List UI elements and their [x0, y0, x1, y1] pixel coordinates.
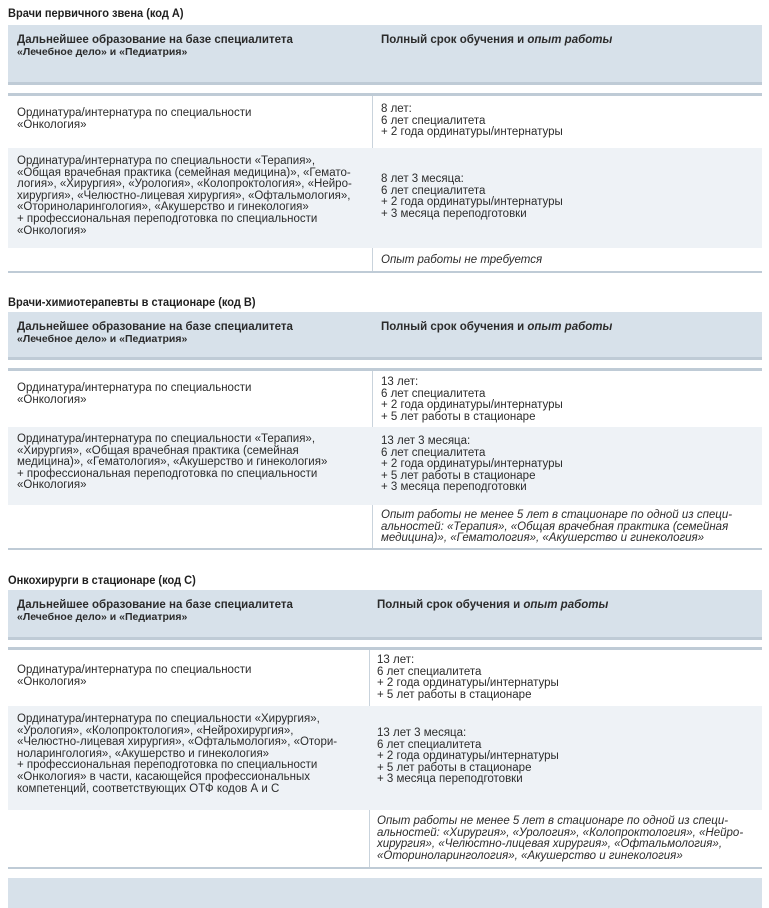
header-left-label: Дальнейшее образование на базе специалитета «Лечебное дело» и «Педиатрия» — [17, 321, 293, 345]
header-right-label: Полный срок обучения и опыт работы — [377, 599, 609, 611]
table-row — [8, 810, 762, 870]
table-row — [8, 706, 762, 810]
row-right-note: Опыт работы не менее 5 лет в стационаре по одной из специ- альностей: «Терапия», «Общая врачебная практика (семейная медицина)», «Гематология», «Акушерство и гинекология» — [381, 509, 733, 545]
row-left-text: Ординатура/интернатура по специальности «Онкология» — [17, 107, 252, 131]
header-left-label: Дальнейшее образование на базе специалитета «Лечебное дело» и «Педиатрия» — [17, 599, 293, 623]
section-title-a: Врачи первичного звена (код А) — [8, 6, 184, 20]
section-a-table — [8, 93, 762, 273]
header-right-label: Полный срок обучения и опыт работы — [381, 321, 613, 333]
row-left-text: Ординатура/интернатура по специальности «Терапия», «Общая врачебная практика (семейная медицина)», «Гемато- логия», «Хирургия», «Урология», «Колопроктология», «Нейро- хирургия», «Челюстно-лицевая хирургия», «Офтальмология», «Оториноларингология», «Акушерство и гинекология» + профессиональная переподготовка по специальности «Онкология» — [17, 155, 352, 237]
row-right-text: 13 лет 3 месяца: 6 лет специалитета + 2 года ординатуры/интернатуры + 5 лет работы в стационаре + 3 месяца переподготовки — [381, 435, 563, 494]
section-b-header — [8, 312, 762, 360]
table-row — [8, 505, 762, 551]
row-left-text: Ординатура/интернатура по специальности «Терапия», «Хирургия», «Общая врачебная практика (семейная медицина)», «Гематология», «Акушерство и гинекология» + профессиональная переподготовка по специальности «Онкология» — [17, 433, 328, 492]
table-row — [8, 427, 762, 505]
section-title-c: Онкохирурги в стационаре (код С) — [8, 573, 196, 587]
row-right-text: 8 лет: 6 лет специалитета + 2 года ординатуры/интернатуры — [381, 103, 563, 139]
table-row — [8, 148, 762, 248]
section-c-table — [8, 647, 762, 869]
row-right-text: 13 лет 3 месяца: 6 лет специалитета + 2 года ординатуры/интернатуры + 5 лет работы в стационаре + 3 месяца переподготовки — [377, 727, 559, 786]
section-b-table — [8, 368, 762, 550]
section-title-b: Врачи-химиотерапевты в стационаре (код В) — [8, 295, 256, 309]
section-a-header — [8, 25, 762, 85]
row-right-text: 13 лет: 6 лет специалитета + 2 года ординатуры/интернатуры + 5 лет работы в стационаре — [381, 376, 563, 423]
table-row — [8, 371, 762, 427]
table-row — [8, 650, 762, 706]
row-right-note: Опыт работы не менее 5 лет в стационаре по одной из специ- альностей: «Хирургия», «Урология», «Колопроктология», «Нейро- хирургия», «Челюстно-лицевая хирургия», «Офтальмология», «Оториноларингология», «Акушерство и гинекология» — [377, 815, 744, 862]
row-left-text: Ординатура/интернатура по специальности «Хирургия», «Урология», «Колопроктология», «Нейрохирургия», «Челюстно-лицевая хирургия», «Офтальмология», «Отори- ноларингология», «Акушерство и гинекология» + профессиональная переподготовка по специальности «Онкология» в части, касающейся профессиональных компетенций, соответствующих ОТФ кодов А и С — [17, 713, 338, 795]
row-right-text: 13 лет: 6 лет специалитета + 2 года ординатуры/интернатуры + 5 лет работы в стационаре — [377, 654, 559, 701]
table-row — [8, 248, 762, 273]
row-left-text: Ординатура/интернатура по специальности «Онкология» — [17, 664, 252, 688]
header-right-label: Полный срок обучения и опыт работы — [381, 34, 613, 46]
header-left-label: Дальнейшее образование на базе специалитета «Лечебное дело» и «Педиатрия» — [17, 34, 293, 58]
footer-bar — [8, 878, 762, 908]
row-right-note: Опыт работы не требуется — [381, 254, 543, 266]
row-right-text: 8 лет 3 месяца: 6 лет специалитета + 2 года ординатуры/интернатуры + 3 месяца переподготовки — [381, 173, 563, 220]
section-c-header — [8, 590, 762, 640]
table-row — [8, 96, 762, 148]
row-left-text: Ординатура/интернатура по специальности «Онкология» — [17, 382, 252, 406]
